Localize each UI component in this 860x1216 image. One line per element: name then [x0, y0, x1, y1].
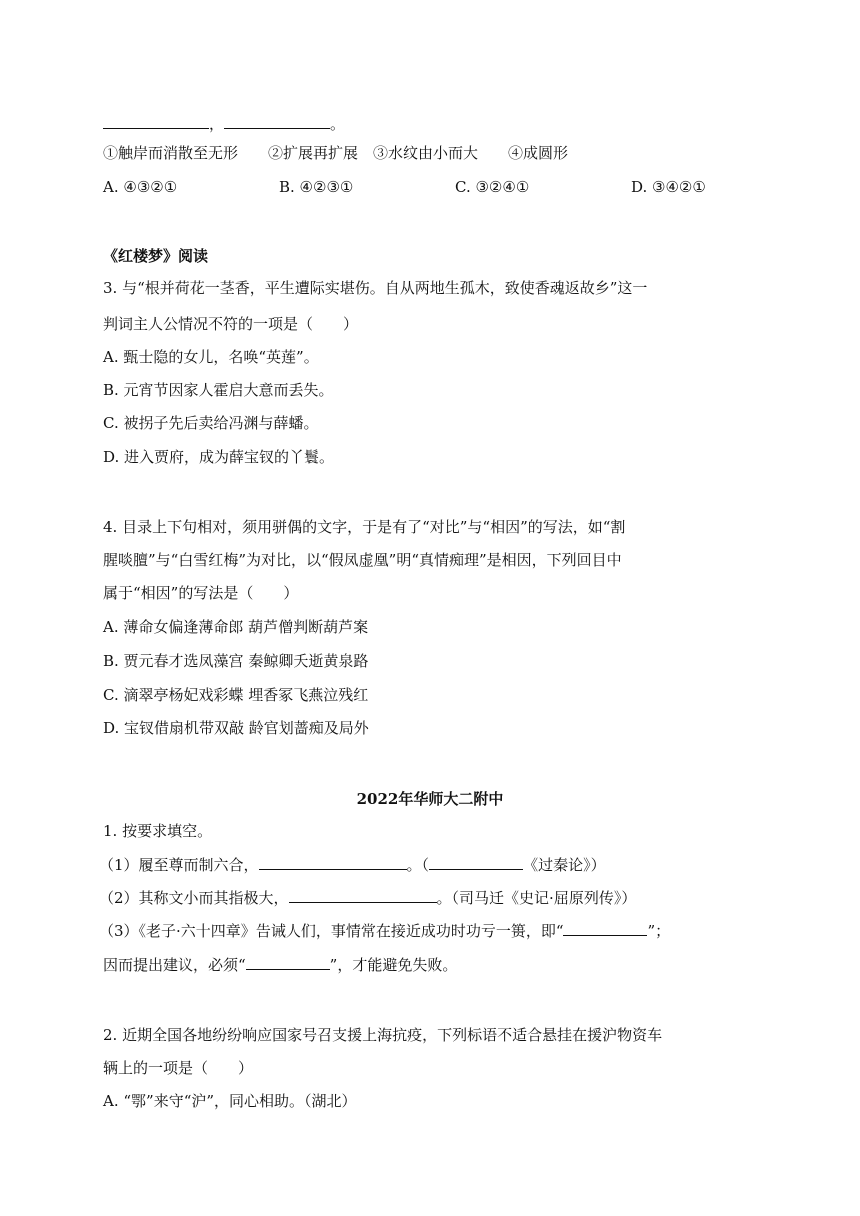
question-4-stem-line3: 属于“相因”的写法是（ ）: [103, 584, 299, 602]
question-2-stem-line1: 2. 近期全国各地纷纷响应国家号召支援上海抗疫，下列标语不适合悬挂在援沪物资车: [103, 1026, 663, 1044]
question-1-stem: 1. 按要求填空。: [103, 822, 213, 840]
question-2-option-a: A. “鄂”来守“沪”，同心相助。（湖北）: [103, 1092, 357, 1110]
fill-blank: [289, 888, 437, 903]
question-4-option-d: D. 宝钗借扇机带双敲 龄官划蔷痴及局外: [103, 719, 369, 737]
option-a: A. ④③②①: [103, 178, 178, 196]
answer-blank: [224, 114, 330, 129]
fill-item-1: [99, 855, 606, 875]
fill-item-1-text: （1）履至尊而制六合，: [99, 856, 259, 874]
question-3-stem-line1: 3. 与“根并荷花一茎香，平生遭际实堪伤。自从两地生孤木，致使香魂返故乡”这一: [103, 279, 648, 297]
fill-blank: [259, 855, 407, 870]
question-2-stem-line2: 辆上的一项是（ ）: [103, 1059, 254, 1077]
question-3-option-a: A. 甄士隐的女儿，名唤“英莲”。: [103, 348, 319, 366]
fill-item-2-text: （2）其称文小而其指极大，: [99, 889, 289, 907]
option-d: D. ③④②①: [631, 178, 706, 196]
blank-separator: ，: [209, 115, 225, 133]
question-3-option-d: D. 进入贾府，成为薛宝钗的丫鬟。: [103, 448, 335, 466]
fill-item-3: [99, 921, 670, 941]
sequence-items: ①触岸而消散至无形 ②扩展再扩展 ③水纹由小而大 ④成圆形: [103, 144, 569, 162]
fill-item-1-mid: 。（: [406, 856, 430, 874]
option-c: C. ③②④①: [455, 178, 530, 196]
question-3-stem-line2: 判词主人公情况不符的一项是（ ）: [103, 315, 359, 333]
question-3-option-b: B. 元宵节因家人霍启大意而丢失。: [103, 381, 334, 399]
answer-blanks-line: [103, 114, 345, 134]
question-4-stem-line1: 4. 目录上下句相对，须用骈偶的文字，于是有了“对比”与“相因”的写法，如“割: [103, 518, 626, 536]
option-b: B. ④②③①: [279, 178, 354, 196]
answer-blank: [103, 114, 209, 129]
question-4-option-a: A. 薄命女偏逢薄命郎 葫芦僧判断葫芦案: [103, 618, 369, 636]
fill-item-2-source: 。（司马迁《史记·屈原列传》）: [436, 889, 637, 907]
section-heading: 《红楼梦》阅读: [103, 247, 209, 265]
question-3-option-c: C. 被拐子先后卖给冯渊与薛蟠。: [103, 414, 319, 432]
fill-item-3-cont-text: 因而提出建议，必须“: [103, 956, 246, 974]
options-row: [103, 177, 706, 197]
fill-item-3-cont: [103, 955, 457, 975]
question-4-stem-line2: 腥啖膻”与“白雪红梅”为对比，以“假凤虚凰”明“真情痴理”是相因，下列回目中: [103, 551, 622, 569]
fill-item-3-close: ”；: [647, 922, 671, 940]
question-4-option-c: C. 滴翠亭杨妃戏彩蝶 埋香冢飞燕泣残红: [103, 686, 369, 704]
fill-blank: [563, 921, 647, 936]
fill-item-1-source: 《过秦论》）: [523, 856, 606, 874]
fill-item-3-cont-end: ”，才能避免失败。: [329, 956, 458, 974]
question-4-option-b: B. 贾元春才选凤藻宫 秦鲸卿夭逝黄泉路: [103, 652, 369, 670]
blank-end: 。: [330, 115, 346, 133]
section-title: 2022年华师大二附中: [356, 790, 504, 808]
fill-blank: [429, 855, 523, 870]
fill-blank: [246, 955, 330, 970]
fill-item-2: [99, 888, 636, 908]
fill-item-3-text: （3）《老子·六十四章》告诫人们，事情常在接近成功时功亏一篑，即“: [99, 922, 564, 940]
